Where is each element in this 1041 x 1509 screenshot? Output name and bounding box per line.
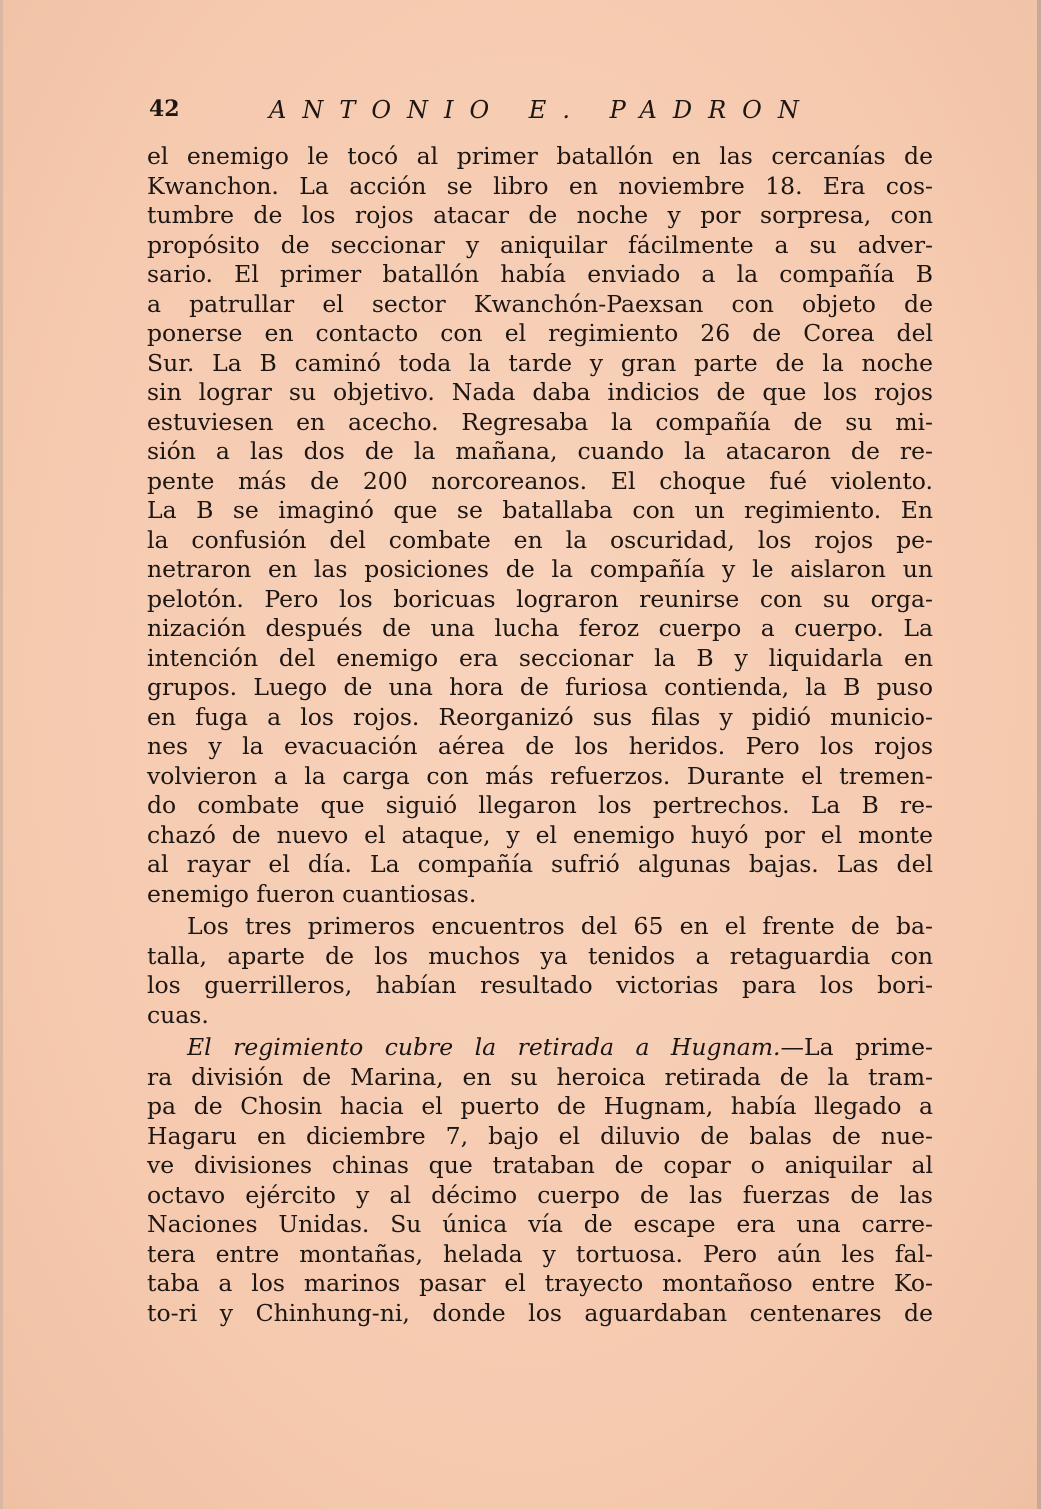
- text-line: Sur. La B caminó toda la tarde y gran parte de la noche: [147, 348, 933, 377]
- text-line: ponerse en contacto con el regimiento 26 de Corea del: [147, 319, 933, 347]
- text-line: tumbre de los rojos atacar de noche y por sorpresa, con: [147, 201, 933, 229]
- text-line: [147, 1033, 933, 1063]
- text-line: sin lograr su objetivo. Nada daba indicios de que los rojos: [147, 378, 933, 406]
- text-line: cuas.: [147, 1000, 209, 1029]
- text-line: chazó de nuevo el ataque, y el enemigo huyó por el monte: [147, 820, 933, 849]
- text-line: ve divisiones chinas que trataban de copar o aniquilar al: [147, 1151, 933, 1179]
- text-line: pente más de 200 norcoreanos. El choque fué violento.: [147, 466, 933, 495]
- text-line: sión a las dos de la mañana, cuando la atacaron de re-: [147, 437, 933, 465]
- text-line: pa de Chosin hacia el puerto de Hugnam, había llegado a: [147, 1092, 933, 1120]
- page-number: 42: [149, 96, 180, 122]
- section-heading-rest: —La prime-: [780, 1033, 933, 1061]
- text-line: nización después de una lucha feroz cuerpo a cuerpo. La: [147, 614, 933, 642]
- paragraph-1: [147, 142, 933, 909]
- section-heading: El regimiento cubre la retirada a Hugnam.: [187, 1033, 781, 1061]
- text-line: to-ri y Chinhung-ni, donde los aguardaban centenares de: [147, 1298, 933, 1327]
- paragraph-2: [147, 912, 933, 1030]
- text-line: Hagaru en diciembre 7, bajo el diluvio de balas de nue-: [147, 1121, 933, 1150]
- running-title: ANTONIO E. PADRON: [269, 96, 815, 124]
- text-line: los guerrilleros, habían resultado victorias para los bori-: [147, 971, 933, 999]
- text-line: estuviesen en acecho. Regresaba la compañía de su mi-: [147, 407, 933, 436]
- text-line: do combate que siguió llegaron los pertrechos. La B re-: [147, 791, 933, 819]
- text-line: sario. El primer batallón había enviado a la compañía B: [147, 260, 933, 288]
- page-header: [149, 96, 939, 126]
- text-line: al rayar el día. La compañía sufrió algunas bajas. Las del: [147, 850, 933, 878]
- text-line: enemigo fueron cuantiosas.: [147, 879, 477, 908]
- text-line: en fuga a los rojos. Reorganizó sus filas y pidió municio-: [147, 702, 933, 731]
- text-line: la confusión del combate en la oscuridad, los rojos pe-: [147, 525, 933, 554]
- text-line: propósito de seccionar y aniquilar fácilmente a su adver-: [147, 230, 933, 259]
- text-line: intención del enemigo era seccionar la B y liquidarla en: [147, 643, 933, 672]
- text-line: pelotón. Pero los boricuas lograron reunirse con su orga-: [147, 584, 933, 613]
- text-line: octavo ejército y al décimo cuerpo de las fuerzas de las: [147, 1180, 933, 1209]
- page-body: [147, 142, 933, 1328]
- text-line: el enemigo le tocó al primer batallón en las cercanías de: [147, 142, 933, 170]
- text-line: netraron en las posiciones de la compañía y le aislaron un: [147, 555, 933, 583]
- text-line: taba a los marinos pasar el trayecto montañoso entre Ko-: [147, 1269, 933, 1297]
- text-line: Naciones Unidas. Su única vía de escape era una carre-: [147, 1210, 933, 1238]
- text-line: grupos. Luego de una hora de furiosa contienda, la B puso: [147, 673, 933, 701]
- text-line: Kwanchon. La acción se libro en noviembre 18. Era cos-: [147, 171, 933, 200]
- text-line: Los tres primeros encuentros del 65 en el frente de ba-: [187, 912, 933, 940]
- text-line: La B se imaginó que se batallaba con un regimiento. En: [147, 496, 933, 524]
- text-line: ra división de Marina, en su heroica retirada de la tram-: [147, 1062, 933, 1091]
- text-line: nes y la evacuación aérea de los heridos. Pero los rojos: [147, 732, 933, 760]
- paragraph-3: [147, 1033, 933, 1328]
- text-line: tera entre montañas, helada y tortuosa. Pero aún les fal-: [147, 1239, 933, 1268]
- text-line: a patrullar el sector Kwanchón-Paexsan con objeto de: [147, 289, 933, 318]
- text-line: talla, aparte de los muchos ya tenidos a retaguardia con: [147, 941, 933, 970]
- text-line: volvieron a la carga con más refuerzos. Durante el tremen-: [147, 761, 933, 790]
